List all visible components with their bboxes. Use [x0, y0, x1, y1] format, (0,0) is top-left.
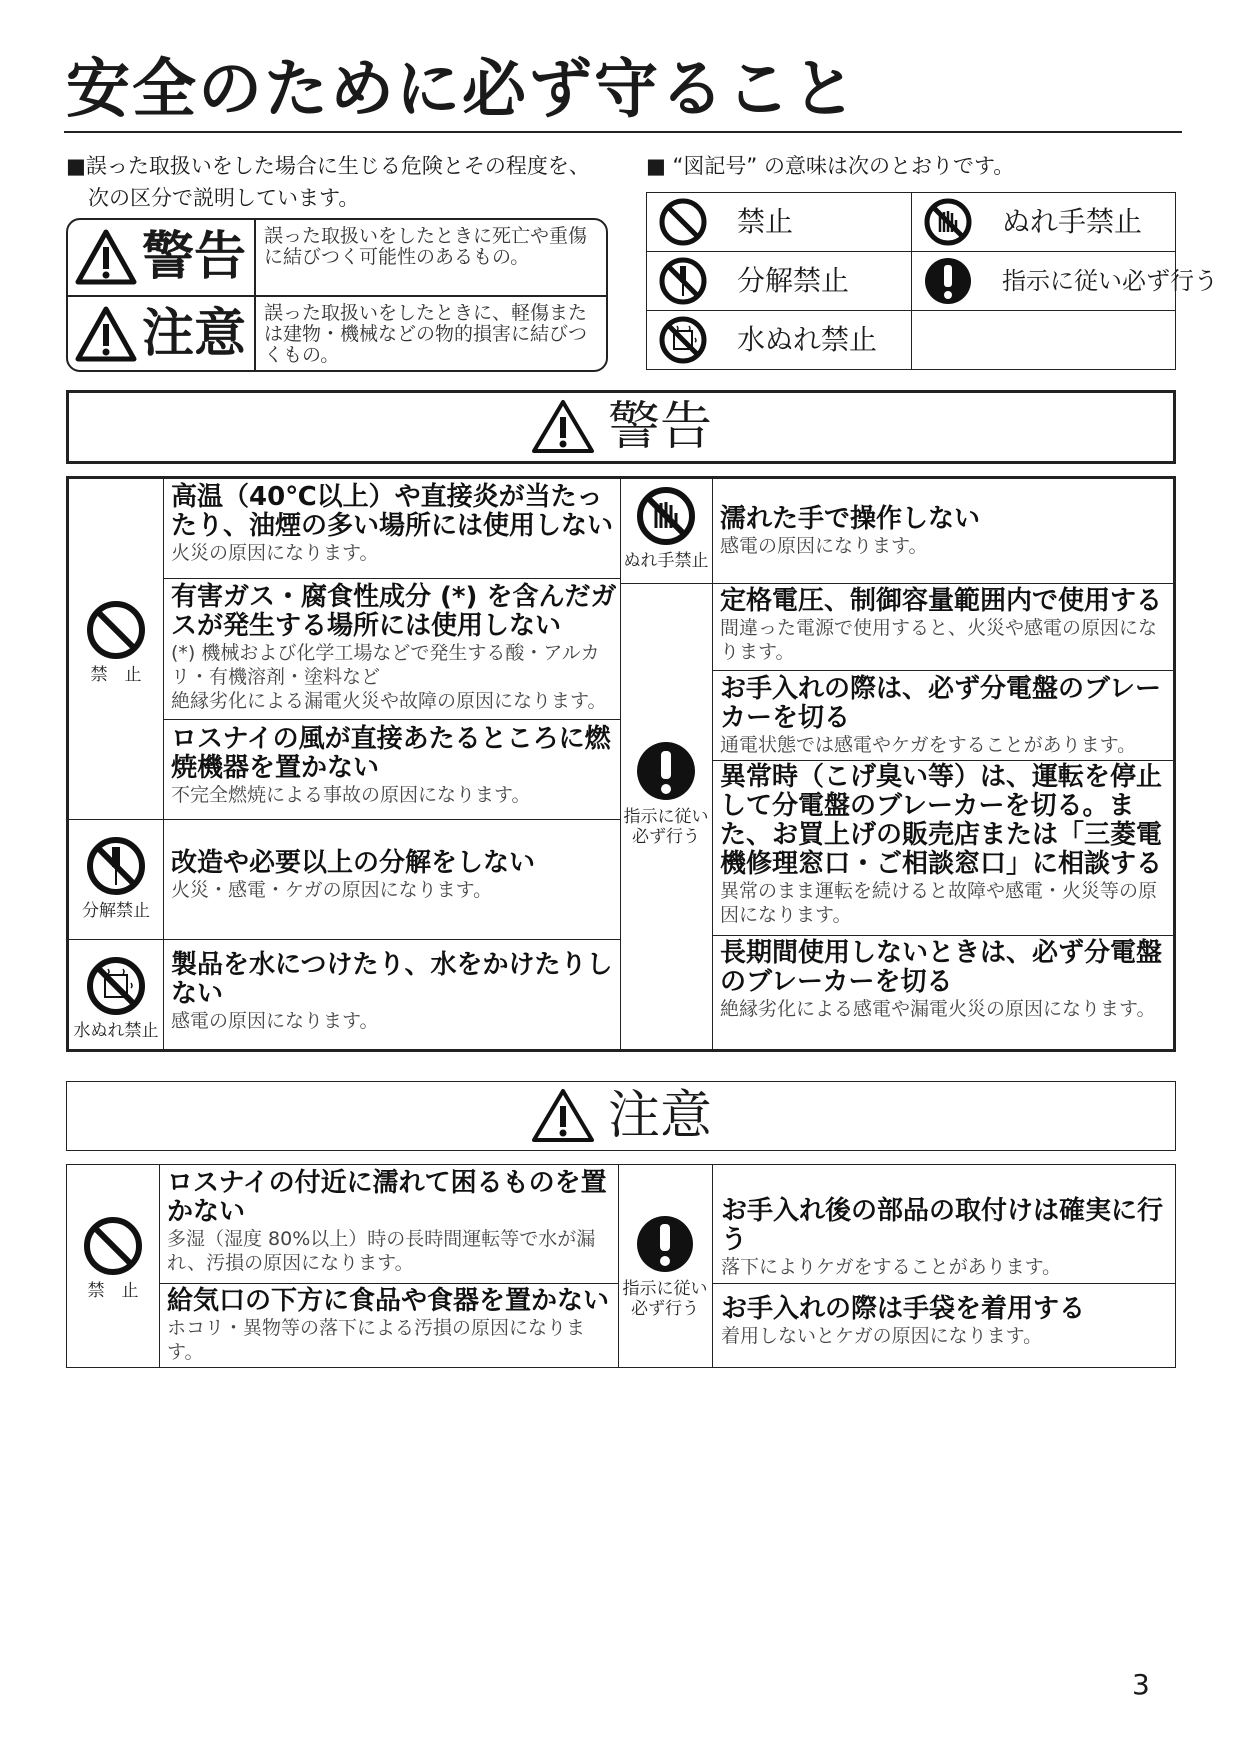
mandatory-icon: [634, 739, 698, 803]
intro-line-1: ■誤った取扱いをした場合に生じる危険とその程度を、: [66, 154, 590, 178]
legend-no-disassembly: 分解禁止: [647, 252, 911, 310]
level-caution-row: [68, 295, 606, 372]
level-warning-desc: 誤った取扱いをしたときに死亡や重傷に結びつく可能性のあるもの。: [264, 225, 588, 268]
legend-prohibited: 禁止: [647, 193, 911, 251]
warning-prohibited-symbol: 禁 止: [69, 599, 163, 685]
warning-item-5: 製品を水につけたり、水をかけたりしない 感電の原因になります。: [171, 950, 613, 1032]
caution-triangle-icon: [74, 305, 138, 365]
warning-disassembly-symbol: 分解禁止: [69, 835, 163, 921]
mandatory-icon: [922, 255, 974, 307]
warning-item-7: 定格電圧、制御容量範囲内で使用する 間違った電源で使用すると、火災や感電の原因になります。: [720, 586, 1163, 663]
warning-triangle-icon: [530, 398, 596, 456]
warning-item-1: 高温（40℃以上）や直接炎が当たったり、油煙の多い場所には使用しない 火災の原因になります。: [171, 482, 614, 564]
warning-mandatory-symbol: 指示に従い 必ず行う: [620, 739, 712, 847]
no-disassembly-icon: [657, 255, 709, 307]
caution-banner: [66, 1081, 1176, 1151]
no-disassembly-icon: [85, 835, 147, 897]
hazard-level-box: [66, 218, 608, 372]
no-water-icon: [657, 314, 709, 366]
intro-text: [66, 150, 596, 214]
prohibited-icon: [657, 196, 709, 248]
warning-item-9: 異常時（こげ臭い等）は、運転を停止して分電盤のブレーカーを切る。また、お買上げの販売店または「三菱電機修理窓口・ご相談窓口」に相談する 異常のまま運転を続けると故障や感電・火災等の原因になります。: [720, 762, 1163, 926]
warning-wet-hands-symbol: ぬれ手禁止: [620, 485, 712, 571]
legend-mandatory: 指示に従い必ず行う: [912, 252, 1176, 310]
symbol-legend-table: [646, 192, 1218, 370]
warning-water-symbol: 水ぬれ禁止: [69, 955, 163, 1041]
prohibited-icon: [85, 599, 147, 661]
no-wet-hands-icon: [922, 196, 974, 248]
caution-triangle-icon: [530, 1087, 596, 1145]
warning-item-4: 改造や必要以上の分解をしない 火災・感電・ケガの原因になります。: [171, 848, 536, 901]
intro-line-2: 次の区分で説明しています。: [88, 186, 360, 210]
caution-item-3: お手入れ後の部品の取付けは確実に行う 落下によりケガをすることがあります。: [721, 1196, 1164, 1278]
title-rule: [64, 131, 1182, 133]
warning-item-10: 長期間使用しないときは、必ず分電盤のブレーカーを切る 絶縁劣化による感電や漏電火災の原因になります。: [720, 938, 1163, 1020]
page-number: 3: [1132, 1668, 1150, 1701]
warning-item-8: お手入れの際は、必ず分電盤のブレーカーを切る 通電状態では感電やケガをすることがあります。: [720, 674, 1161, 756]
warning-banner-text: 警告: [607, 397, 712, 457]
warning-item-6: 濡れた手で操作しない 感電の原因になります。: [720, 504, 981, 557]
legend-intro: ■ “図記号” の意味は次のとおりです。: [646, 154, 1015, 178]
caution-item-4: お手入れの際は手袋を着用する 着用しないとケガの原因になります。: [721, 1294, 1086, 1347]
legend-no-water: 水ぬれ禁止: [647, 311, 911, 369]
caution-prohibited-symbol: 禁 止: [67, 1215, 159, 1301]
warning-item-3: ロスナイの風が直接あたるところに燃焼機器を置かない 不完全燃焼による事故の原因になります。: [171, 724, 611, 806]
caution-table: [66, 1164, 1176, 1368]
no-water-icon: [85, 955, 147, 1017]
warning-triangle-icon: [74, 228, 138, 288]
warning-item-2: 有害ガス・腐食性成分 (*) を含んだガスが発生する場所には使用しない (*) 機械および化学工場などで発生する酸・アルカリ・有機溶剤・塗料など 絶縁劣化による漏電火災や故障の原因になります。: [171, 582, 617, 712]
caution-banner-text: 注意: [607, 1086, 712, 1146]
page-title: 安全のために必ず守ること: [66, 53, 858, 127]
legend-no-wet-hands: ぬれ手禁止: [912, 193, 1176, 251]
level-warning-row: [68, 220, 606, 295]
caution-item-2: 給気口の下方に食品や食器を置かない ホコリ・異物等の落下による汚損の原因になります。: [167, 1286, 610, 1363]
warning-table: [66, 476, 1176, 1052]
mandatory-icon: [634, 1213, 696, 1275]
level-caution-word: 注意: [142, 304, 247, 364]
level-warning-word: 警告: [142, 227, 247, 287]
caution-item-1: ロスナイの付近に濡れて困るものを置かない 多湿（湿度 80%以上）時の長時間運転等で水が漏れ、汚損の原因になります。: [167, 1168, 607, 1274]
level-caution-desc: 誤った取扱いをしたときに、軽傷または建物・機械などの物的損害に結びつくもの。: [264, 302, 588, 366]
prohibited-icon: [82, 1215, 144, 1277]
warning-banner: [66, 390, 1176, 464]
no-wet-hands-icon: [635, 485, 697, 547]
caution-mandatory-symbol: 指示に従い 必ず行う: [618, 1213, 712, 1319]
